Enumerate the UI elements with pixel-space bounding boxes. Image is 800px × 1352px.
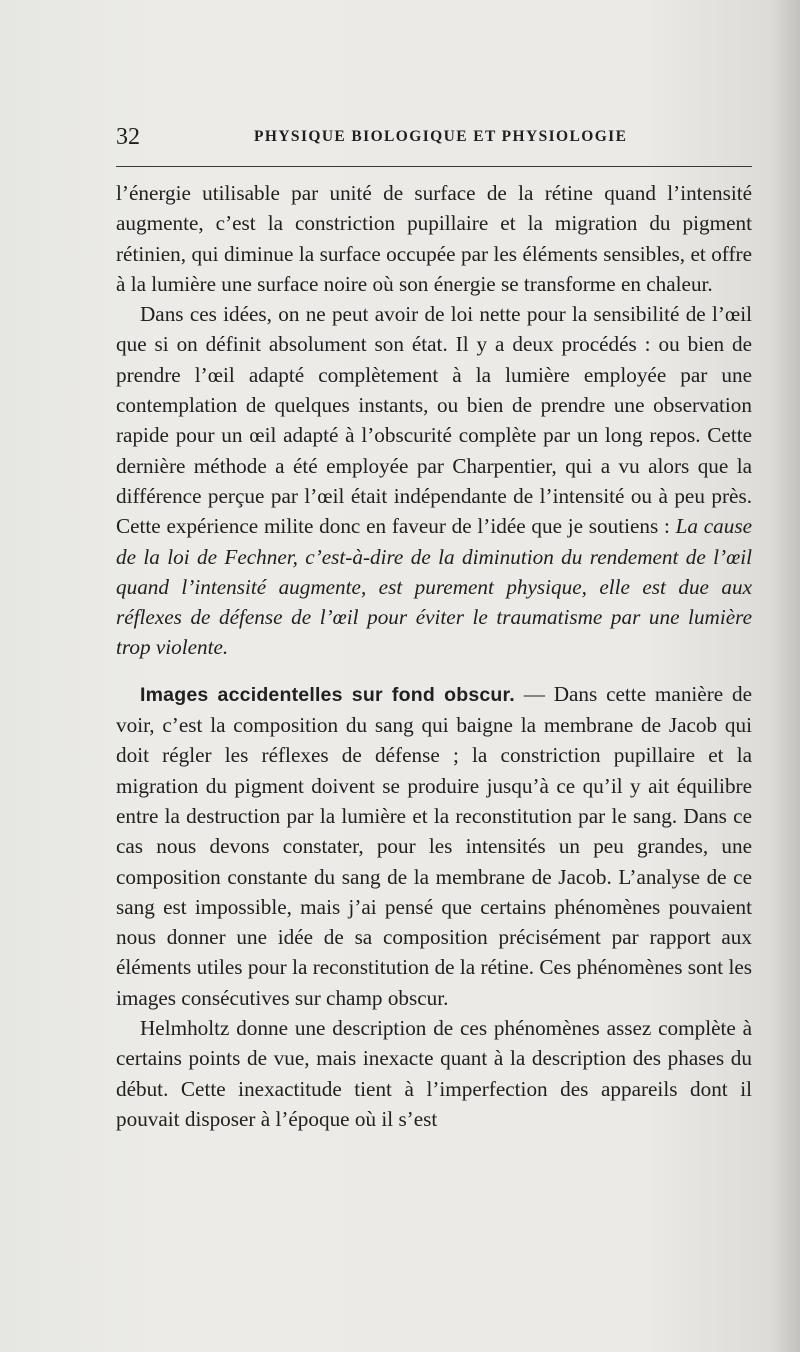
paragraph-images-accidentelles (116, 679, 752, 1013)
paragraph-fechner (116, 299, 752, 663)
section-heading: Images accidentelles sur fond obscur. (140, 683, 515, 706)
body-text (116, 178, 752, 1134)
paragraph-continuation: l’énergie utilisable par unité de surface de la rétine quand l’intensité augmente, c’est la constriction pupillaire et la migration du pigment rétinien, qui diminue la surface occupée par les éléments sensibles, et offre à la lumière une surface noire où son énergie se transforme en chaleur. (116, 181, 752, 296)
running-title: PHYSIQUE BIOLOGIQUE ET PHYSIOLOGIE (254, 128, 628, 145)
paragraph-helmholtz: Helmholtz donne une description de ces phénomènes assez complète à certains points de vue, mais inexacte quant à la description des phases du début. Cette inexactitude tient à l’imperfection des appareils dont il pouvait disposer à l’époque où il s’est (116, 1016, 752, 1131)
page-number: 32 (116, 124, 140, 150)
fechner-conclusion-italic: La cause de la loi de Fechner, c’est-à-dire de la diminution du rendement de l’œil quand l’intensité augmente, est purement physique, elle est due aux réflexes de défense de l’œil pour éviter le traumatisme par une lumière trop violente. (116, 514, 752, 660)
page-header (116, 122, 752, 152)
section-text: — Dans cette manière de voir, c’est la composition du sang qui baigne la membrane de Jacob qui doit régler les réflexes de défense ; la constriction pupillaire et la migration du pigment doivent se produire jusqu’à ce qu’il y ait équilibre entre la destruction par la lumière et la reconstitution par le sang. Dans ce cas nous devons constater, pour les intensités un peu grandes, une composition constante du sang de la membrane de Jacob. L’analyse de ce sang est impossible, mais j’ai pensé que certains phénomènes pouvaient nous donner une idée de sa composition précisément par rapport aux éléments utiles pour la reconstitution de la rétine. Ces phénomènes sont les images consécutives sur champ obscur. (116, 681, 752, 1010)
paragraph-fechner-text: Dans ces idées, on ne peut avoir de loi nette pour la sensibilité de l’œil que si on définit absolument son état. Il y a deux procédés : ou bien de prendre l’œil adapté complètement à la lumière employée par une contemplation de quelques instants, ou bien de prendre une observation rapide pour un œil adapté à l’obscurité complète par un long repos. Cette dernière méthode a été employée par Charpentier, qui a vu alors que la différence perçue par l’œil était indépendante de l’intensité ou à peu près. Cette expérience milite donc en faveur de l’idée que je soutiens : (116, 302, 752, 539)
header-divider (116, 166, 752, 167)
page-edge-shadow (770, 0, 800, 1352)
